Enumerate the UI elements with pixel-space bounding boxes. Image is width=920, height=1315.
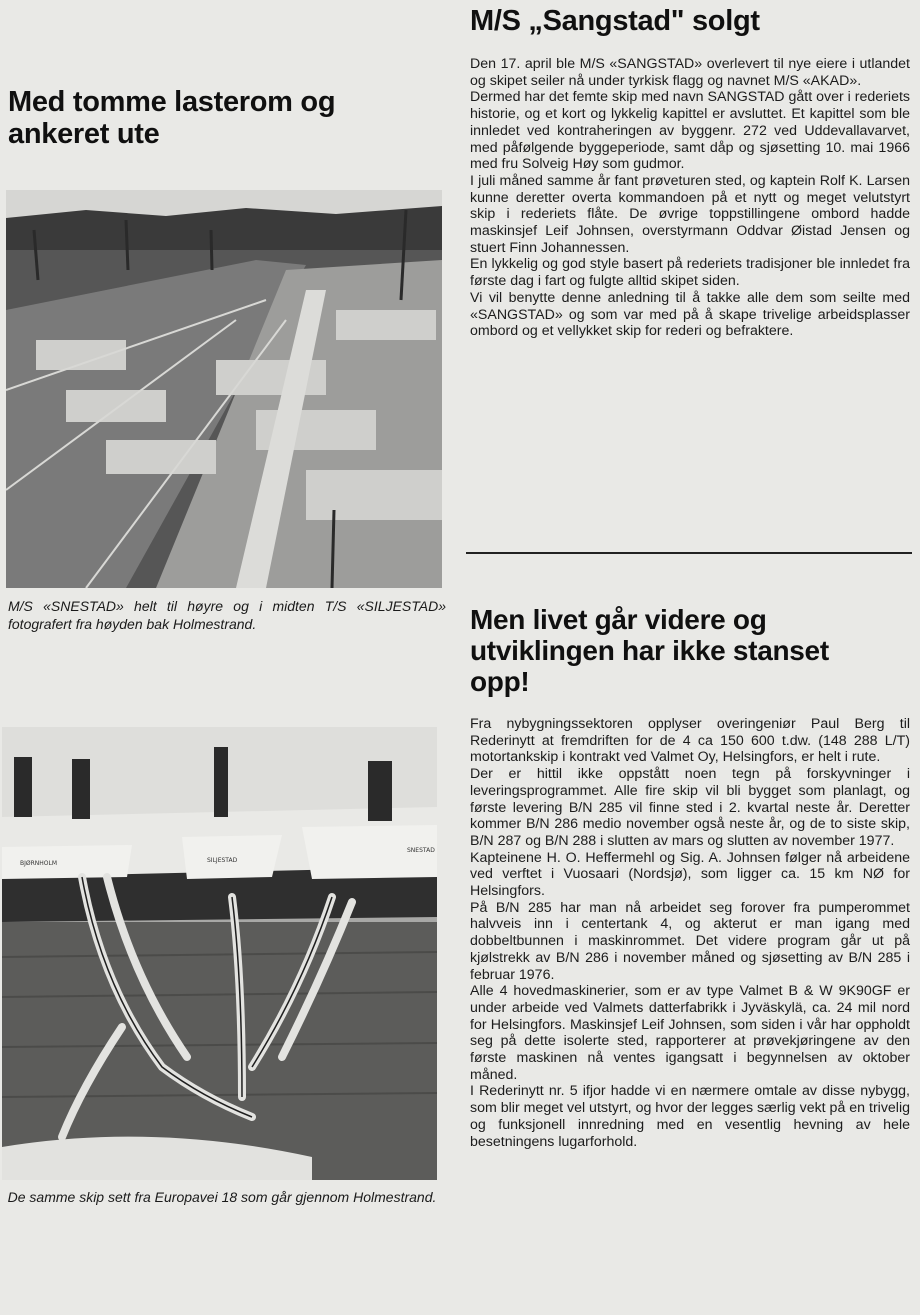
caption-photo-top: M/S «SNESTAD» helt til høyre og i midten T/S «SILJESTAD» fotografert fra høyden bak Holmestrand.: [8, 598, 446, 632]
moored-ships-illustration: [2, 727, 437, 1180]
photo-tankers-from-above: [6, 190, 442, 588]
caption-photo-bottom: De samme skip sett fra Europavei 18 som går gjennom Holmestrand.: [7, 1189, 437, 1205]
ship-name-bjornholm: BJØRNHOLM: [20, 860, 58, 867]
ship-name-snestad: SNESTAD: [407, 847, 435, 854]
right-column: [466, 0, 912, 1315]
left-column: [0, 0, 448, 1315]
paragraph: Vi vil benytte denne anledning til å takke alle dem som seilte med «SANGSTAD» og som var med på å skape trivelige arbeidsplasser ombord og et vellykket skip for rederi og befraktere.: [470, 289, 910, 340]
ship-name-siljestad: SILJESTAD: [207, 857, 238, 864]
paragraph: På B/N 285 har man nå arbeidet seg forover fra pumperommet halvveis inn i centertank 4, og akterut er man igang med dobbeltbunnen i maskinrommet. Det videre program går ut på kjølstrekk av B/N 286 i november måned og sjøsetting av B/N 285 i februar 1976.: [470, 899, 910, 983]
paragraph: Dermed har det femte skip med navn SANGSTAD gått over i rederiets historie, og et kort og lykkelig kapittel er avsluttet. Et kapittel som ble innledet ved kontraheringen av byggenr. 272 ved Uddevallavarvet, med påfølgende byggeperiode, samt dåp og sjøsetting 10. mai 1966 med fru Solveig Høy som gudmor.: [470, 89, 910, 173]
paragraph: En lykkelig og god style basert på rederiets tradisjoner ble innledet fra første dag i fart og fulgte alltid skipet siden.: [470, 256, 910, 290]
paragraph: Den 17. april ble M/S «SANGSTAD» overlevert til nye eiere i utlandet og skipet seiler nå under tyrkisk flagg og navnet M/S «AKAD».: [470, 56, 910, 89]
paragraph: I Rederinytt nr. 5 ifjor hadde vi en nærmere omtale av disse nybygg, som blir meget vel utstyrt, og hvor der legges særlig vekt på en trivelig og funksjonell innredning med en vesentlig hevning av hele besetningens lugarforhold.: [470, 1083, 910, 1150]
paragraph: I juli måned samme år fant prøveturen sted, og kaptein Rolf K. Larsen kunne deretter overta kommandoen på et nytt og meget velutstyrt skip i rederiets flåte. De øvrige toppstillingene ombord hadde maskinsjef Leif Johnsen, overstyrmann Oddvar Øistad Jensen og stuert Finn Johannessen.: [470, 172, 910, 256]
paragraph: Alle 4 hovedmaskinerier, som er av type Valmet B & W 9K90GF er under arbeide ved Valmets datterfabrikk i Jyväskylä, ca. 24 mil nord for Helsingfors. Maskinsjef Leif Johnsen, som siden i vår har oppholdt seg på dette isolerte sted, rapporterer at prøvekjøringene av den første maskinen nå ventes igangsatt i begynnelsen av oktober måned.: [470, 983, 910, 1083]
paragraph: Der er hittil ikke oppstått noen tegn på forskyvninger i leveringsprogrammet. Alle fire skip vil bli bygget som planlagt, og første levering B/N 285 vil finne sted i 2. kvartal neste år. Deretter kommer B/N 286 medio november også neste år, og de to siste skip, B/N 287 og B/N 288 i slutten av mars og slutten av november 1977.: [470, 766, 910, 849]
paragraph: Kapteinene H. O. Heffermehl og Sig. A. Johnsen følger nå arbeidene ved verftet i Vuosaari (Nordsjø), som ligger ca. 15 km NØ for Helsingfors.: [470, 849, 910, 900]
headline-livet-gar-videre: Men livet går videre og utviklingen har ikke stanset opp!: [470, 604, 829, 697]
section-divider: [466, 552, 912, 554]
headline-sangstad-solgt: M/S „Sangstad" solgt: [470, 5, 760, 37]
paragraph: Fra nybygningssektoren opplyser overingeniør Paul Berg til Rederinytt at fremdriften for de 4 ca 150 600 t.dw. (148 288 L/T) motortankskip i kontrakt ved Valmet Oy, Helsingfors, er helt i rute.: [470, 716, 910, 766]
article-sangstad-body: [470, 56, 910, 340]
article-newbuilds-body: [470, 716, 910, 1150]
tanker-deck-illustration: [6, 190, 442, 588]
headline-tomme-lasterom: Med tomme lasterom og ankeret ute: [8, 86, 336, 150]
photo-tankers-from-shore: [2, 727, 437, 1180]
